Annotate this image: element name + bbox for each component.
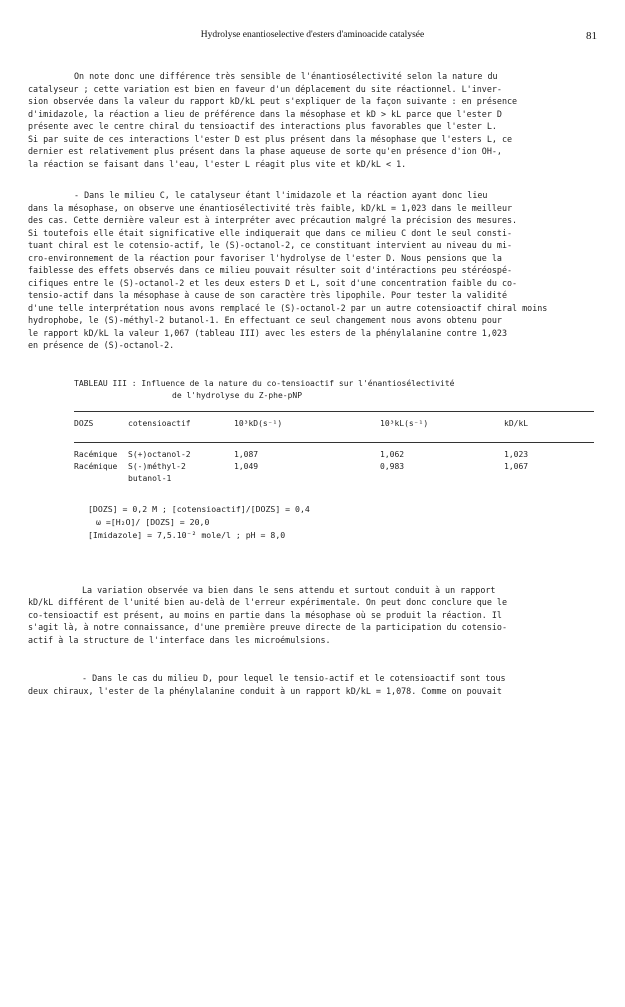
text-line: actif à la structure de l'interface dans les microémulsions. xyxy=(28,634,331,645)
text-line: le rapport kD/kL la valeur 1,067 (tableau III) avec les esters de la phénylalanine contre 1,023 xyxy=(28,327,508,338)
table-3 xyxy=(74,378,594,485)
note-line: [Imidazole] = 7,5.10⁻² mole/l ; pH = 8,0 xyxy=(88,529,286,540)
text-line: Si toutefois elle était significative elle indiquerait que dans ce milieu C dont le seul consti- xyxy=(28,227,513,238)
table-cell: 1,023 xyxy=(504,449,529,459)
table-cell: S(+)octanol-2 xyxy=(128,449,191,459)
text-line: cro-environnement de la réaction pour favoriser l'hydrolyse de l'ester D. Nous pensions que la xyxy=(28,252,502,263)
text-line: kD/kL différent de l'unité bien au-delà de l'erreur expérimentale. On peut donc conclure que le xyxy=(28,597,508,607)
table-cell: S(-)méthyl-2 xyxy=(128,461,186,471)
text-line: On note donc une différence très sensible de l'énantiosélectivité selon la nature du xyxy=(74,71,498,81)
text-line: faiblesse des effets observés dans ce milieu pouvait résulter soit d'intéractions peu stéréospé- xyxy=(28,265,513,275)
text-line: cifiques entre le (S)-octanol-2 et les deux esters D et L, soit d'une concentration faible du co- xyxy=(28,277,518,288)
text-line: tuant chiral est le cotensio-actif, le (S)-octanol-2, ce constituant intervient au niveau du mi- xyxy=(28,240,513,250)
text-line: s'agit là, à notre connaissance, d'une première preuve directe de la participation du cotensio- xyxy=(28,622,508,632)
table-row xyxy=(74,449,594,461)
table-row-continuation xyxy=(74,473,594,485)
text-line: présente avec le centre chiral du tensioactif des interactions plus favorables que l'ester L. xyxy=(28,121,497,131)
table-header-row xyxy=(74,412,594,432)
text-line: co-tensioactif est présent, au moins en partie dans la mésophase où se produit la réaction. Il xyxy=(28,609,502,620)
table-caption-line: de l'hydrolyse du Z-phe-pNP xyxy=(172,391,303,400)
text-line: sion observée dans la valeur du rapport kD/kL peut s'expliquer de la façon suivante : en présence xyxy=(28,96,518,106)
text-line: Si par suite de ces interactions l'ester D est plus présent dans la mésophase que l'esters L, ce xyxy=(28,133,513,144)
text-line: tensio-actif dans la mésophase à cause de son caractère très lipophile. Pour tester la validité xyxy=(28,290,508,300)
table-cell: Racémique xyxy=(74,461,118,471)
table-notes xyxy=(88,503,598,542)
page-body xyxy=(28,70,598,697)
running-header xyxy=(0,30,625,50)
text-line: la réaction se faisant dans l'eau, l'ester L réagit plus vite et kD/kL < 1. xyxy=(28,158,407,169)
text-line: catalyseur ; cette variation est bien en faveur d'un déplacement du site réactionnel. L'inver- xyxy=(28,83,502,94)
table-cell: 1,049 xyxy=(234,461,259,471)
table-cell: 1,087 xyxy=(234,449,259,459)
text-line: hydrophobe, le (S)-méthyl-2 butanol-1. En effectuant ce seul changement nous avons obtenu pour xyxy=(28,315,502,325)
page-number: 81 xyxy=(586,30,597,42)
column-header: 10³kD(s⁻¹) xyxy=(234,418,283,428)
column-header: 10³kL(s⁻¹) xyxy=(380,418,429,428)
text-line: - Dans le milieu C, le catalyseur étant l'imidazole et la réaction ayant donc lieu xyxy=(74,190,488,200)
paragraph-1 xyxy=(28,70,598,170)
paragraph-4 xyxy=(28,672,598,697)
table-cell: 1,062 xyxy=(380,449,405,459)
table-cell: 1,067 xyxy=(504,461,529,471)
text-line: deux chiraux, l'ester de la phénylalanine conduit à un rapport kD/kL = 1,078. Comme on pouvait xyxy=(28,685,502,696)
column-header: kD/kL xyxy=(504,418,529,428)
text-line: La variation observée va bien dans le sens attendu et surtout conduit à un rapport xyxy=(82,584,496,595)
table-caption-line: TABLEAU III : Influence de la nature du co-tensioactif sur l'énantiosélectivité xyxy=(74,378,455,388)
column-header: cotensioactif xyxy=(128,418,191,428)
paragraph-2 xyxy=(28,189,598,352)
column-header: DOZS xyxy=(74,418,94,428)
text-line: dernier est relativement plus présent dans la phase aqueuse de sorte qu'en présence d'ion OH-, xyxy=(28,146,502,156)
text-line: des cas. Cette dernière valeur est à interpréter avec précaution malgré la précision des mesures. xyxy=(28,215,518,225)
paragraph-3 xyxy=(28,584,598,647)
table-caption xyxy=(74,378,594,403)
text-line: dans la mésophase, on observe une énantiosélectivité très faible, kD/kL = 1,023 dans le meilleur xyxy=(28,202,513,213)
table-cell: 0,983 xyxy=(380,461,405,471)
running-title: Hydrolyse enantioselective d'esters d'aminoacide catalysée xyxy=(200,30,425,40)
table-row xyxy=(74,461,594,473)
text-line: d'une telle interprétation nous avons remplacé le (S)-octanol-2 par un autre cotensioactif chiral moins xyxy=(28,302,548,313)
table-cell: Racémique xyxy=(74,449,118,459)
note-line: ω =[H₂O]/ [DOZS] = 20,0 xyxy=(96,516,210,527)
text-line: - Dans le cas du milieu D, pour lequel le tensio-actif et le cotensioactif sont tous xyxy=(82,673,506,683)
table-cell: butanol-1 xyxy=(128,473,172,483)
text-line: en présence de (S)-octanol-2. xyxy=(28,340,175,350)
note-line: [DOZS] = 0,2 M ; [cotensioactif]/[DOZS] = 0,4 xyxy=(88,503,310,514)
text-line: d'imidazole, la réaction a lieu de préférence dans la mésophase et kD > kL parce que l'ester D xyxy=(28,108,502,119)
